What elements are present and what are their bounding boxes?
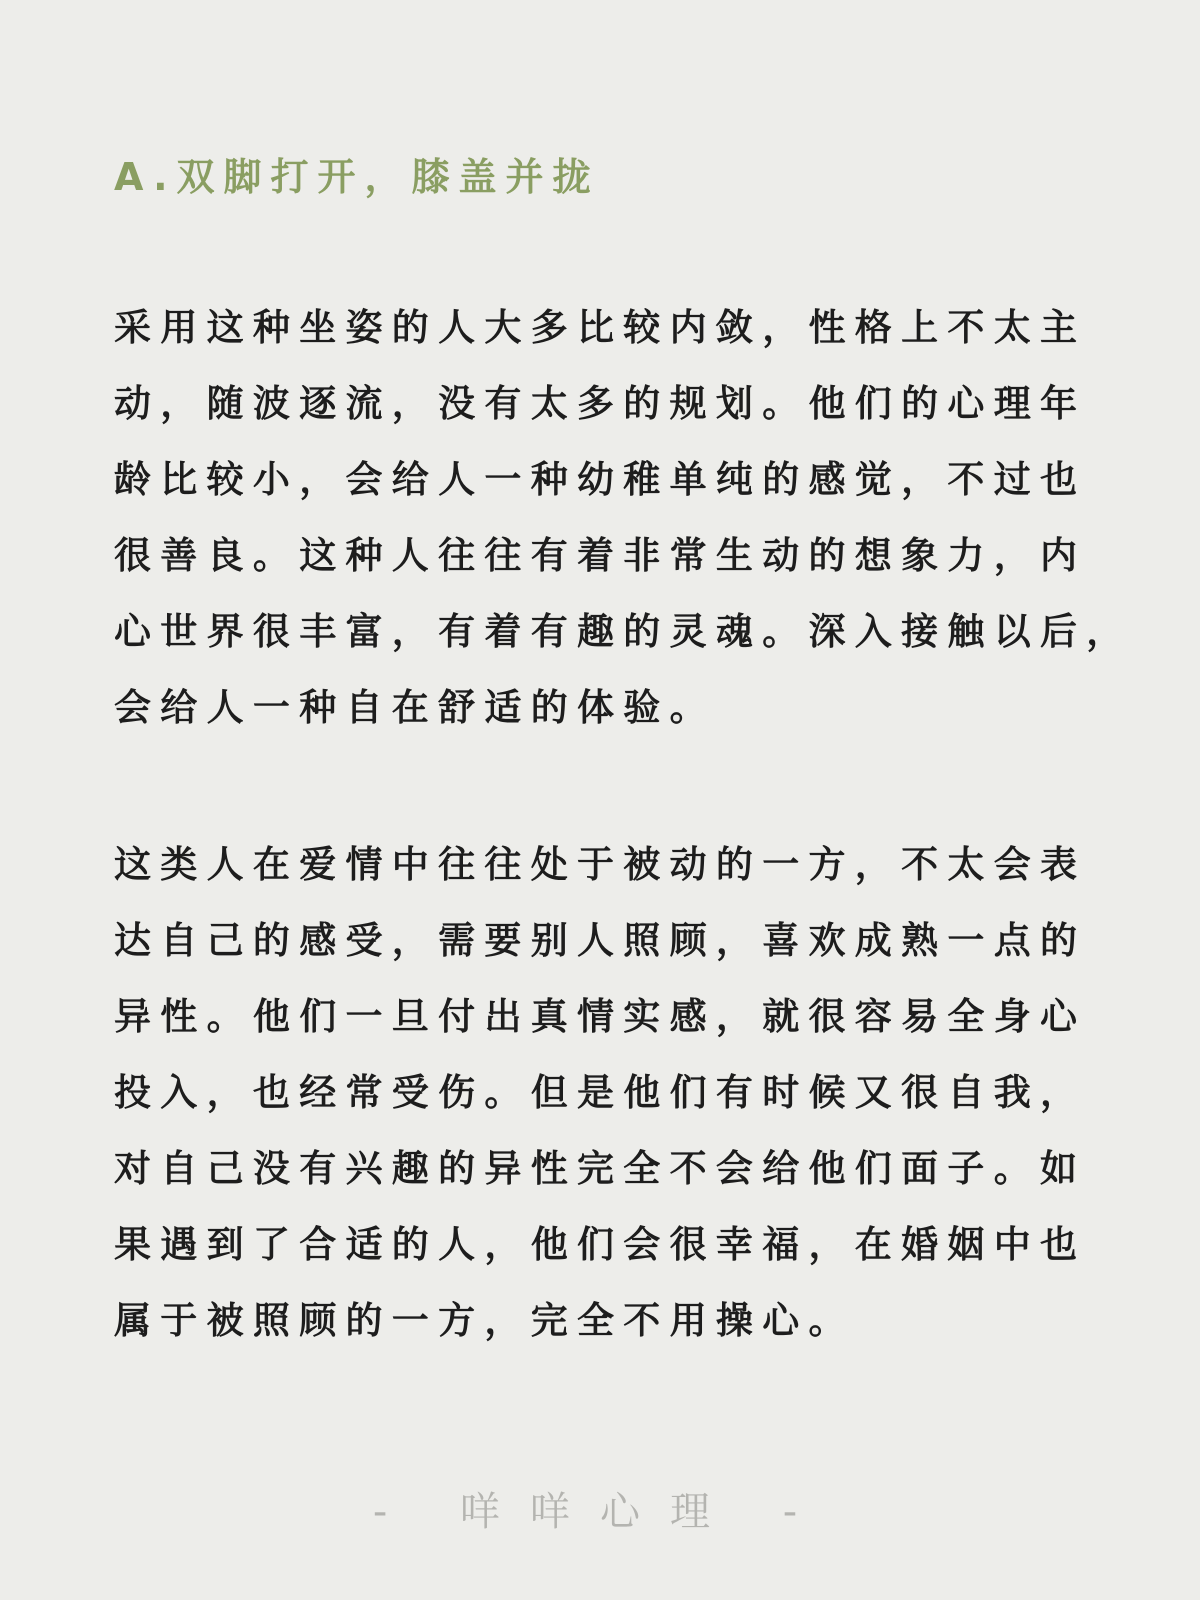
footer-brand: - 咩咩心理 - bbox=[372, 1489, 828, 1535]
paragraph-line: 达自己的感受，需要别人照顾，喜欢成熟一点的 bbox=[114, 919, 1087, 962]
paragraph-line: 异性。他们一旦付出真情实感，就很容易全身心 bbox=[114, 995, 1087, 1038]
paragraph-personality bbox=[114, 290, 1133, 746]
paragraph-line: 投入，也经常受伤。但是他们有时候又很自我， bbox=[114, 1071, 1087, 1114]
paragraph-line: 果遇到了合适的人，他们会很幸福，在婚姻中也 bbox=[114, 1223, 1087, 1266]
paragraph-love bbox=[114, 827, 1087, 1359]
paragraph-line: 动，随波逐流，没有太多的规划。他们的心理年 bbox=[114, 382, 1087, 425]
section-heading: A.双脚打开，膝盖并拢 bbox=[114, 155, 600, 199]
paragraph-line: 属于被照顾的一方，完全不用操心。 bbox=[114, 1299, 855, 1342]
paragraph-line: 龄比较小，会给人一种幼稚单纯的感觉，不过也 bbox=[114, 458, 1087, 501]
paragraph-line: 心世界很丰富，有着有趣的灵魂。深入接触以后， bbox=[114, 610, 1133, 653]
paragraph-line: 这类人在爱情中往往处于被动的一方，不太会表 bbox=[114, 843, 1087, 886]
paragraph-line: 采用这种坐姿的人大多比较内敛，性格上不太主 bbox=[114, 306, 1087, 349]
paragraph-line: 很善良。这种人往往有着非常生动的想象力，内 bbox=[114, 534, 1087, 577]
paragraph-line: 会给人一种自在舒适的体验。 bbox=[114, 686, 716, 729]
paragraph-line: 对自己没有兴趣的异性完全不会给他们面子。如 bbox=[114, 1147, 1087, 1190]
